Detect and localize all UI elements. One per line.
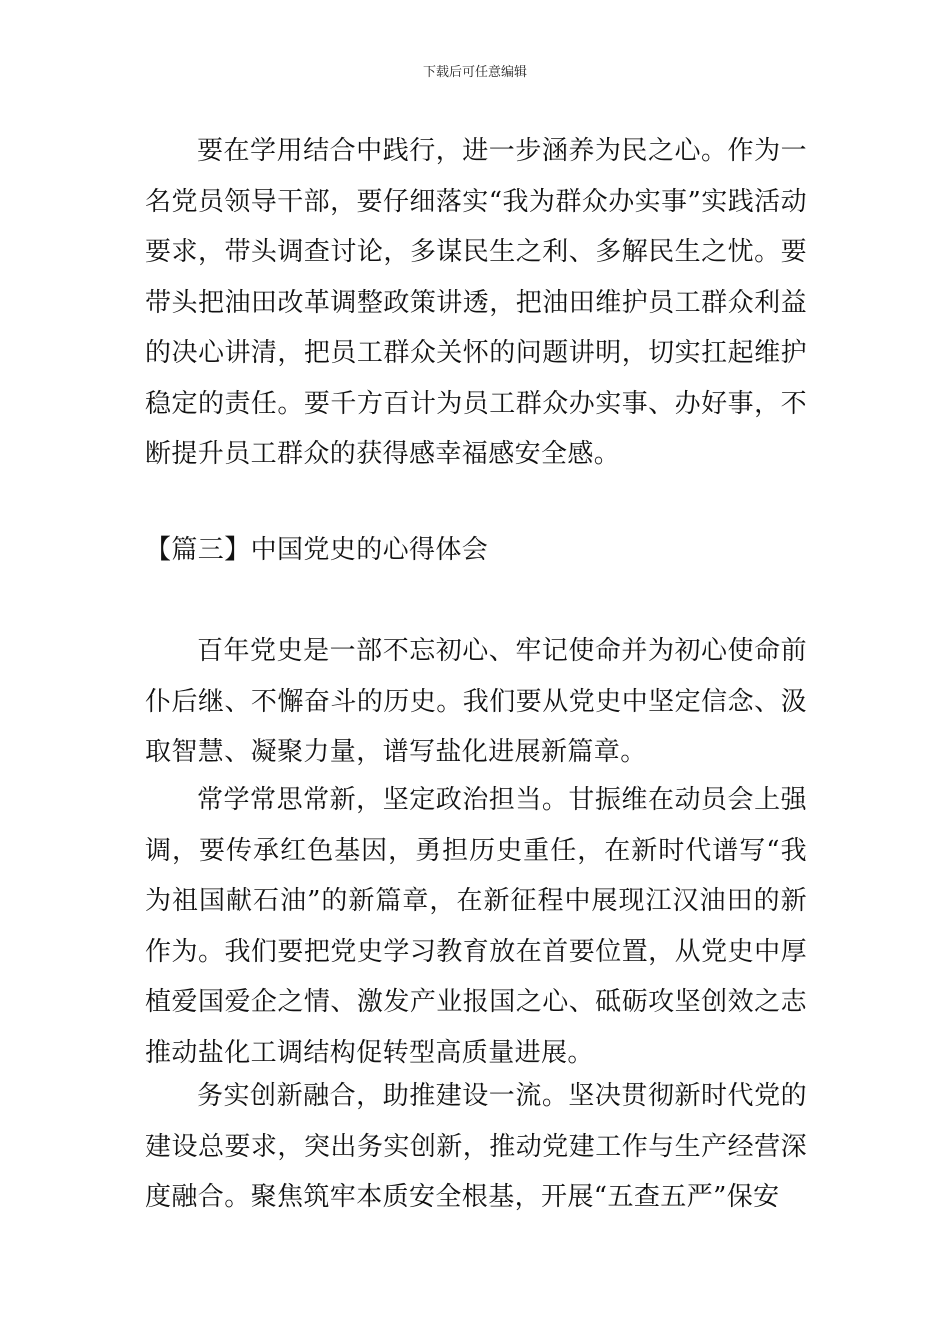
page-header: 下载后可任意编辑 (422, 65, 527, 80)
paragraph-3: 常学常思常新，坚定政治担当。甘振维在动员会上强调，要传承红色基因，勇担历史重任，在新时代谱写“我为祖国献石油”的新篇章，在新征程中展现江汉油田的新作为。我们要把党史学习教育放在首要位置，从党史中厚植爱国爱企之情、激发产业报国之心、砥砺攻坚创效之志推动盐化工调结构促转型高质量进展。 (145, 785, 807, 1068)
section-heading: 【篇三】中国党史的心得体会 (145, 535, 489, 565)
paragraph-2: 百年党史是一部不忘初心、牢记使命并为初心使命前仆后继、不懈奋斗的历史。我们要从党史中坚定信念、汲取智慧、凝聚力量，谱写盐化进展新篇章。 (145, 636, 807, 767)
paragraph-1: 要在学用结合中践行，进一步涵养为民之心。作为一名党员领导干部，要仔细落实“我为群众办实事”实践活动要求，带头调查讨论，多谋民生之利、多解民生之忧。要带头把油田改革调整政策讲透，把油田维护员工群众利益的决心讲清，把员工群众关怀的问题讲明，切实扛起维护稳定的责任。要千方百计为员工群众办实事、办好事，不断提升员工群众的获得感幸福感安全感。 (145, 136, 807, 469)
paragraph-4: 务实创新融合，助推建设一流。坚决贯彻新时代党的建设总要求，突出务实创新，推动党建工作与生产经营深度融合。聚焦筑牢本质安全根基，开展“五查五严”保安 (145, 1081, 807, 1212)
